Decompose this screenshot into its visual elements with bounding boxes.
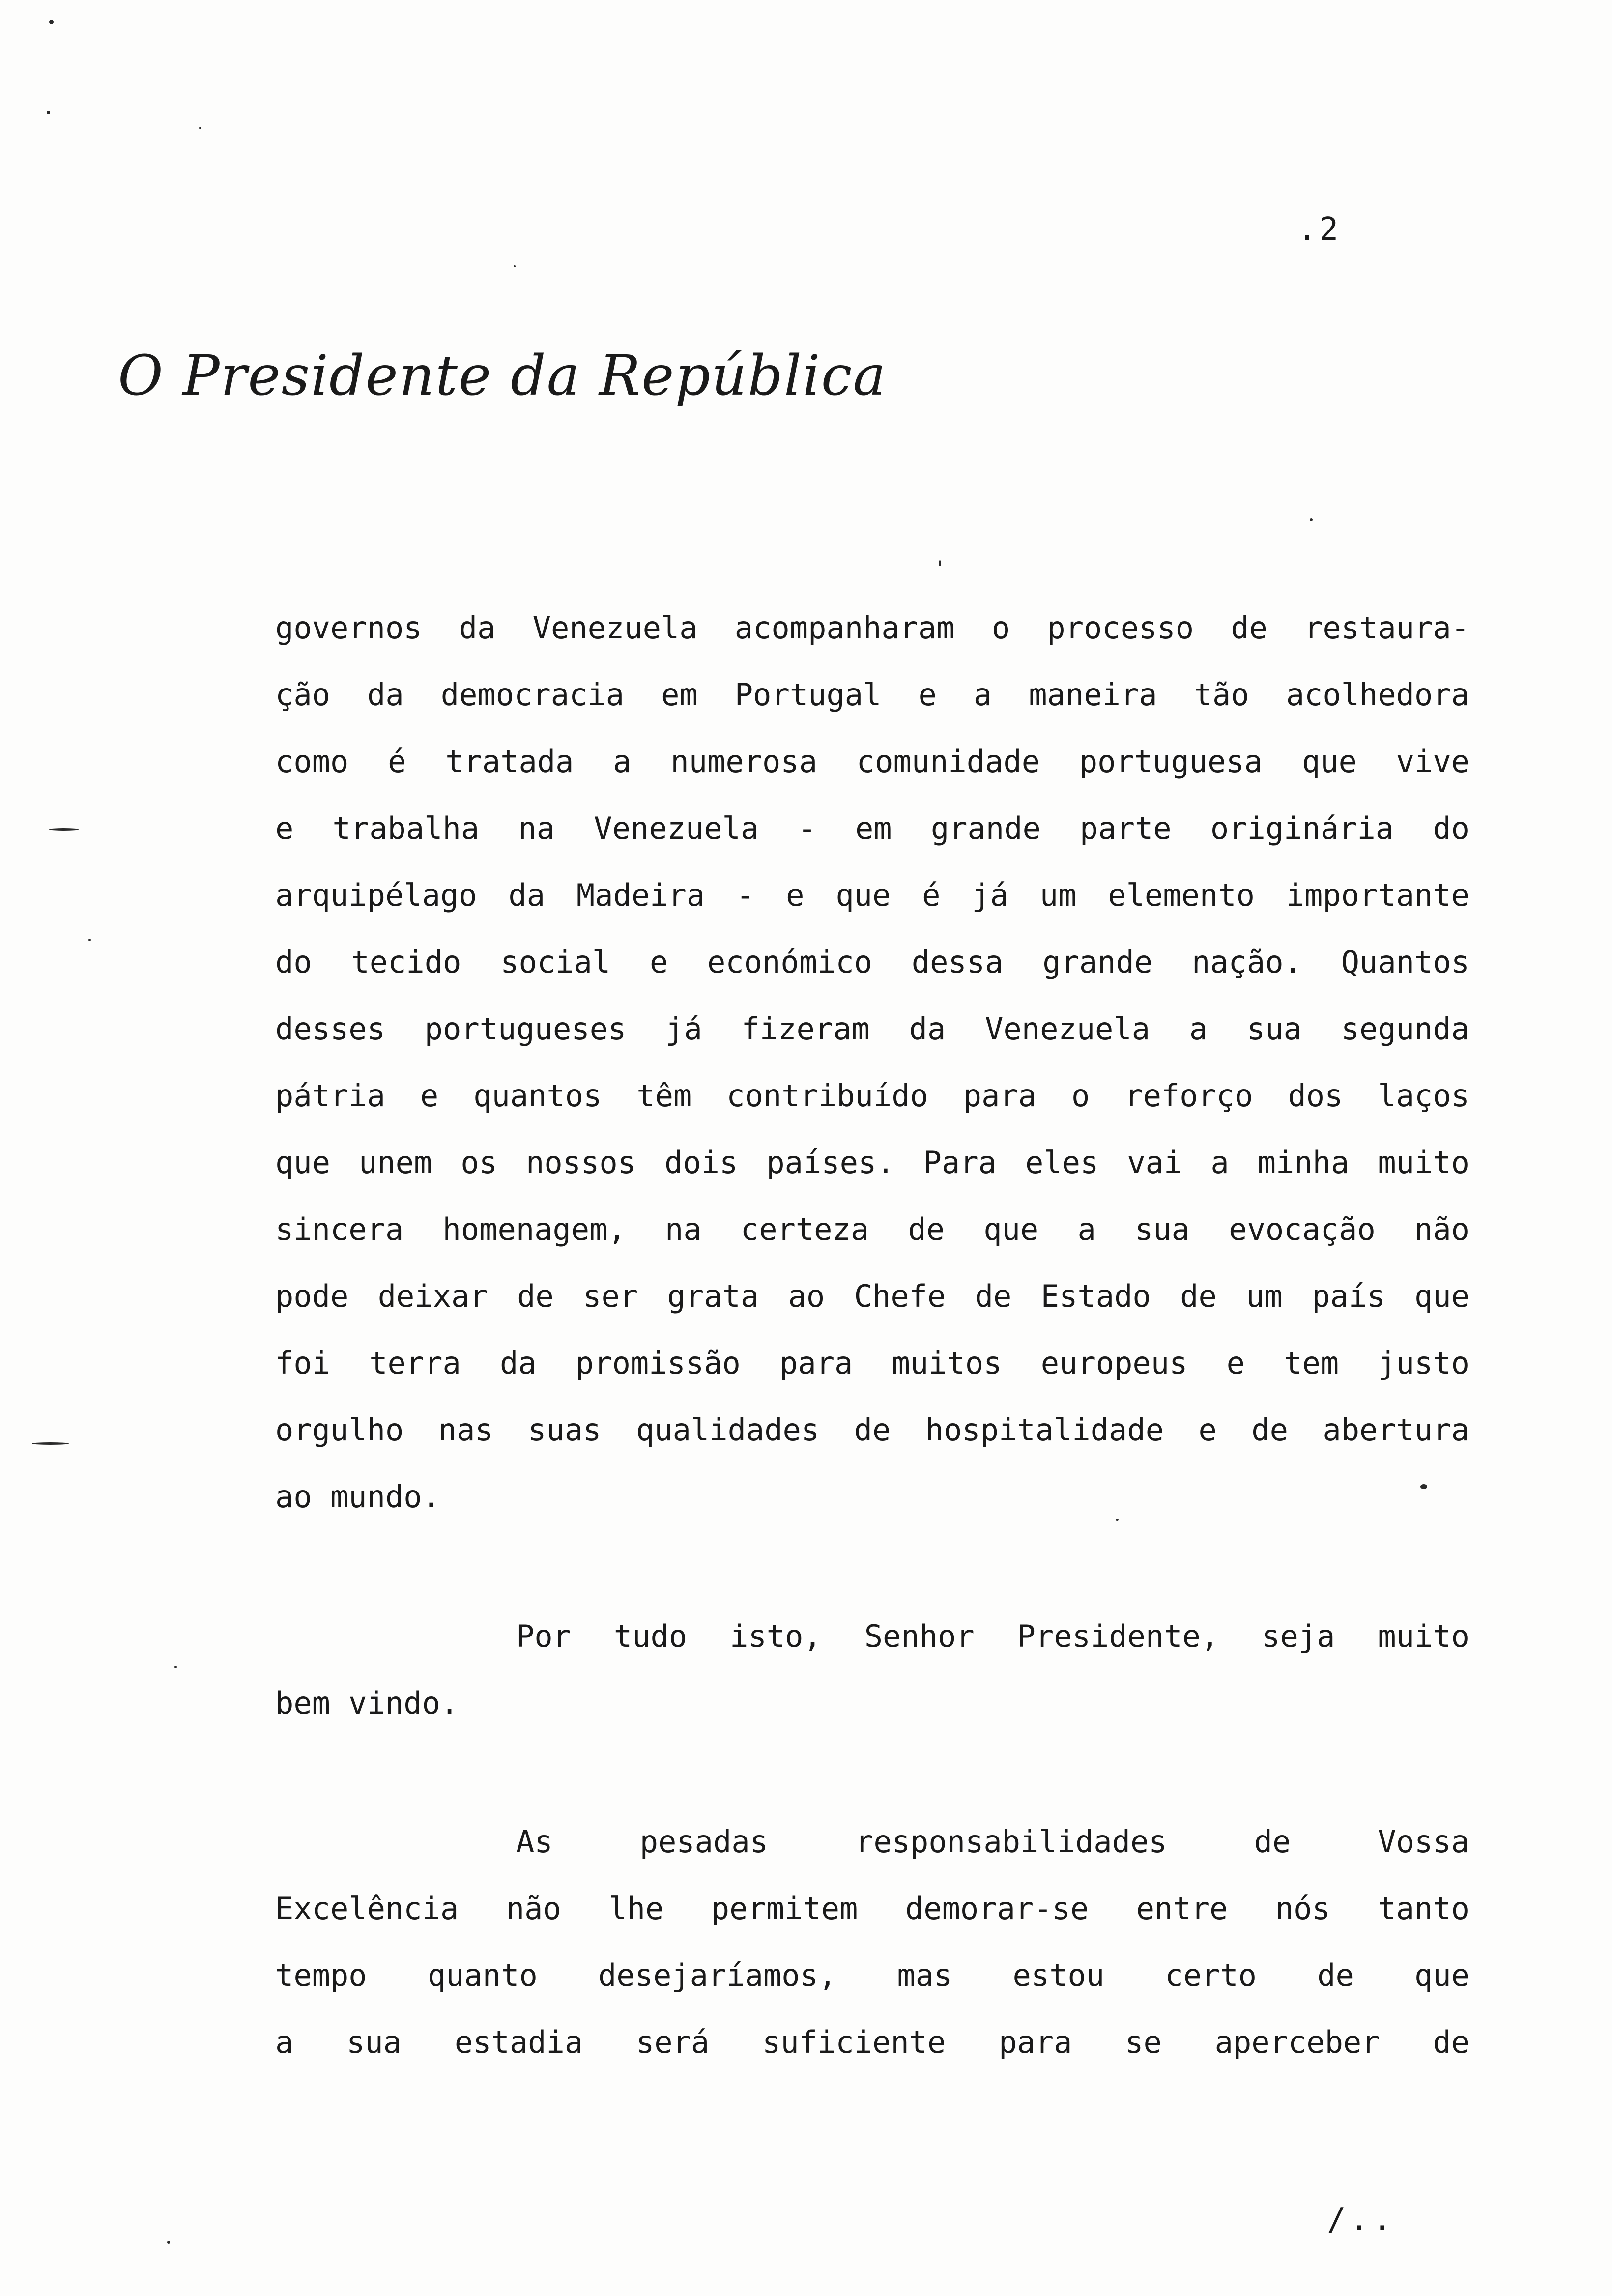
text-line: ao mundo. [275, 1479, 440, 1515]
text-line: a sua estadia será suficiente para se aperceber de [275, 2024, 1469, 2060]
scan-speck [47, 111, 50, 114]
scan-speck [174, 1666, 177, 1668]
paragraph-1 [275, 595, 1469, 1530]
text-line: Excelência não lhe permitem demorar-se entre nós tanto [275, 1891, 1469, 1926]
scan-speck [167, 2241, 170, 2244]
text-line: As pesadas responsabilidades de Vossa [516, 1824, 1469, 1860]
scan-speck [514, 265, 516, 267]
paragraph-3 [275, 1808, 1469, 2076]
text-line: ção da democracia em Portugal e a maneira tão acolhedora [275, 677, 1469, 713]
text-line: como é tratada a numerosa comunidade portuguesa que vive [275, 744, 1469, 779]
text-line: desses portugueses já fizeram da Venezuela a sua segunda [275, 1011, 1469, 1047]
text-line: sincera homenagem, na certeza de que a sua evocação não [275, 1211, 1469, 1247]
scan-mark [49, 828, 79, 831]
scan-mark [32, 1442, 69, 1445]
text-line: pode deixar de ser grata ao Chefe de Estado de um país que [275, 1278, 1469, 1314]
text-line: que unem os nossos dois países. Para eles vai a minha muito [275, 1145, 1469, 1180]
scan-speck [939, 560, 941, 566]
paragraph-2 [275, 1603, 1469, 1737]
text-line: bem vindo. [275, 1685, 459, 1721]
text-line: orgulho nas suas qualidades de hospitalidade e de abertura [275, 1412, 1469, 1448]
scan-speck [88, 939, 91, 941]
text-line: arquipélago da Madeira - e que é já um elemento importante [275, 877, 1469, 913]
text-line: tempo quanto desejaríamos, mas estou certo de que [275, 1957, 1469, 1993]
page-number: .2 [1297, 211, 1342, 248]
scan-speck [199, 127, 202, 129]
text-line: foi terra da promissão para muitos europeus e tem justo [275, 1345, 1469, 1381]
scan-speck [1420, 1484, 1427, 1489]
letterhead: O Presidente da República [118, 344, 887, 408]
scan-speck [1310, 518, 1313, 521]
scan-speck [1116, 1519, 1119, 1521]
text-line: e trabalha na Venezuela - em grande parte originária do [275, 810, 1469, 846]
text-line: pátria e quantos têm contribuído para o reforço dos laços [275, 1078, 1469, 1114]
text-line: Por tudo isto, Senhor Presidente, seja muito [516, 1618, 1469, 1654]
text-line: do tecido social e económico dessa grande nação. Quantos [275, 944, 1469, 980]
scan-speck [49, 20, 54, 24]
text-line: governos da Venezuela acompanharam o processo de restaura- [275, 610, 1469, 646]
continuation-mark: /.. [1327, 2202, 1396, 2238]
